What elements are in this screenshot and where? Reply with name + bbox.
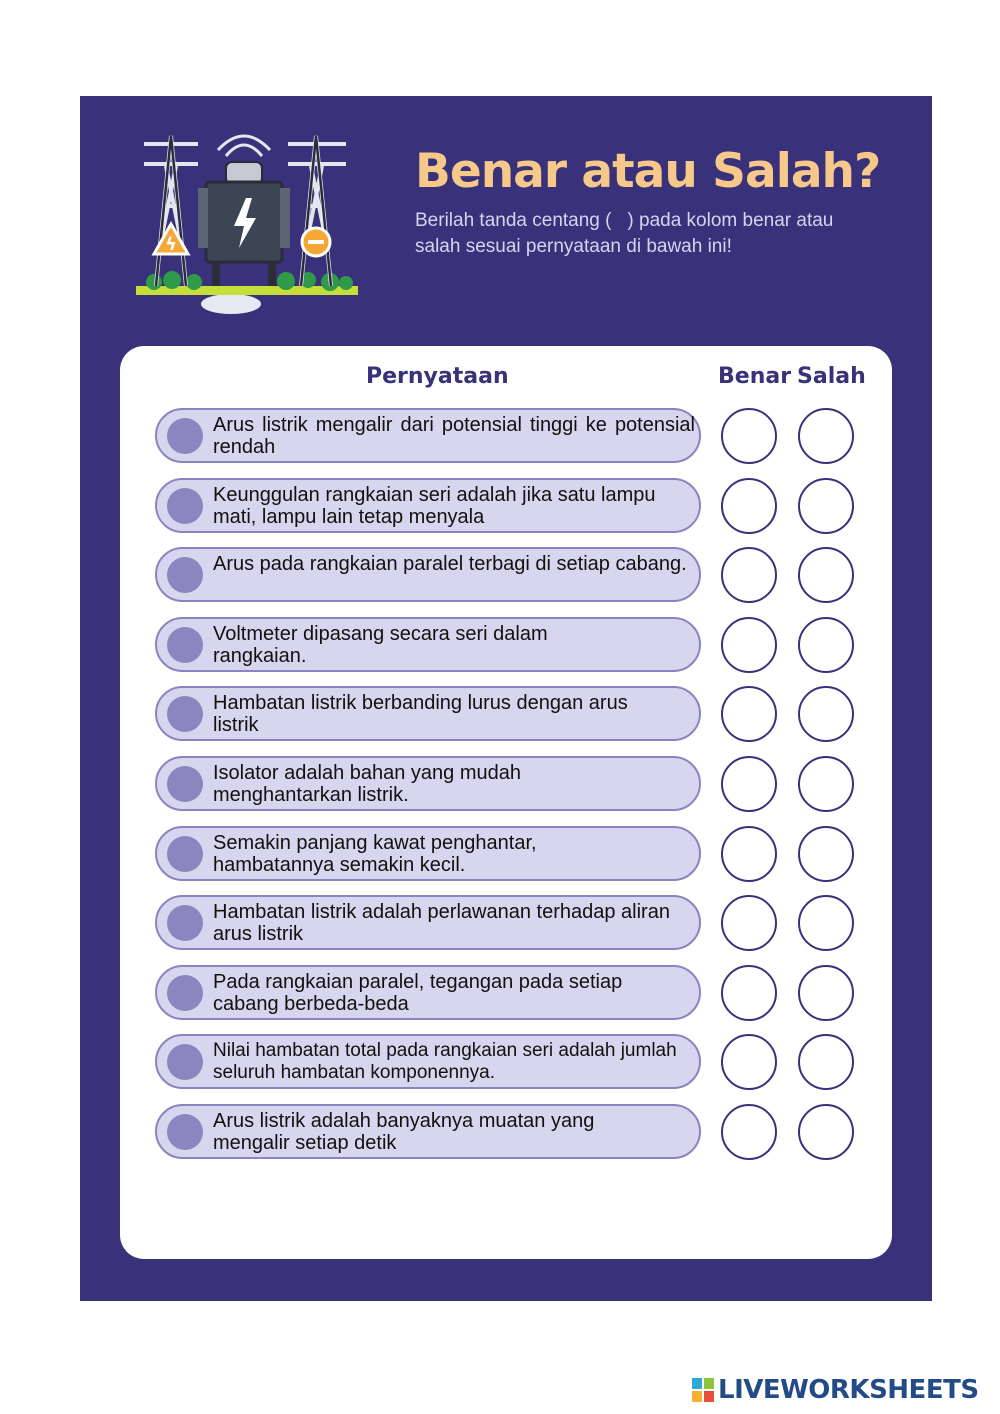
salah-option[interactable] [798,686,854,742]
salah-option[interactable] [798,965,854,1021]
statement-pill [155,1034,701,1089]
statement-row [155,686,865,741]
bullet-dot [167,418,203,454]
benar-option[interactable] [721,1104,777,1160]
statement-row [155,1034,865,1089]
bullet-dot [167,1044,203,1080]
statement-row [155,408,865,463]
statement-text: Keunggulan rangkaian seri adalah jika satu lampu mati, lampu lain tetap menyala [213,483,656,528]
statement-row [155,617,865,672]
statement-text: Pada rangkaian paralel, tegangan pada setiap cabang berbeda-beda [213,970,623,1015]
statement-row [155,547,865,602]
statement-text: Voltmeter dipasang secara seri dalam rangkaian. [213,622,548,667]
statement-pill [155,756,701,811]
bullet-dot [167,557,203,593]
statement-row [155,826,865,881]
worksheet-panel [80,96,932,1301]
benar-option[interactable] [721,965,777,1021]
statement-text: Hambatan listrik berbanding lurus dengan arus listrik [213,692,628,737]
salah-option[interactable] [798,826,854,882]
benar-option[interactable] [721,617,777,673]
salah-option[interactable] [798,478,854,534]
statement-text: Hambatan listrik adalah perlawanan terhadap aliran arus listrik [213,901,670,946]
statement-pill [155,478,701,533]
power-station-illustration [136,126,361,316]
column-header-statement: Pernyataan [366,364,509,389]
benar-option[interactable] [721,895,777,951]
column-header-benar: Benar [718,364,792,389]
benar-option[interactable] [721,478,777,534]
bullet-dot [167,905,203,941]
bullet-dot [167,836,203,872]
bullet-dot [167,696,203,732]
bullet-dot [167,627,203,663]
statement-pill [155,547,701,602]
statement-row [155,478,865,533]
statement-pill [155,965,701,1020]
statement-row [155,756,865,811]
statement-text: Arus listrik adalah banyaknya muatan yang mengalir setiap detik [213,1109,595,1154]
liveworksheets-brand [692,1373,979,1407]
benar-option[interactable] [721,1034,777,1090]
statement-card [120,346,892,1259]
column-header-salah: Salah [797,364,866,389]
bullet-dot [167,488,203,524]
salah-option[interactable] [798,1104,854,1160]
statement-text: Isolator adalah bahan yang mudah menghantarkan listrik. [213,761,522,806]
salah-option[interactable] [798,1034,854,1090]
benar-option[interactable] [721,408,777,464]
bullet-dot [167,766,203,802]
instruction-part-2: ) pada kolom benar atau salah sesuai pernyataan di bawah ini! [415,210,834,257]
statement-text: Nilai hambatan total pada rangkaian seri adalah jumlah seluruh hambatan komponennya. [213,1040,677,1084]
benar-option[interactable] [721,756,777,812]
statement-pill [155,826,701,881]
svg-text:ϟ: ϟ [165,234,177,255]
instruction-text [415,208,875,260]
statement-pill [155,408,701,463]
statement-row [155,1104,865,1159]
statement-pill [155,1104,701,1159]
statement-pill [155,617,701,672]
liveworksheets-logo-icon [692,1378,714,1402]
statement-text: Arus listrik mengalir dari potensial tinggi ke potensial rendah [213,414,695,458]
benar-option[interactable] [721,547,777,603]
salah-option[interactable] [798,408,854,464]
statement-pill [155,686,701,741]
statement-text: Arus pada rangkaian paralel terbagi di setiap cabang. [213,553,687,576]
statement-row [155,895,865,950]
benar-option[interactable] [721,686,777,742]
instruction-part-1: Berilah tanda centang ( [415,210,612,231]
salah-option[interactable] [798,756,854,812]
statement-text: Semakin panjang kawat penghantar, hambatannya semakin kecil. [213,831,537,876]
bullet-dot [167,975,203,1011]
salah-option[interactable] [798,617,854,673]
salah-option[interactable] [798,895,854,951]
benar-option[interactable] [721,826,777,882]
statement-row [155,965,865,1020]
statement-pill [155,895,701,950]
page-title: Benar atau Salah? [415,144,881,199]
brand-text: LIVEWORKSHEETS [718,1375,979,1405]
statement-list [155,408,865,1174]
bullet-dot [167,1114,203,1150]
check-icon: ✓ [611,210,628,231]
salah-option[interactable] [798,547,854,603]
